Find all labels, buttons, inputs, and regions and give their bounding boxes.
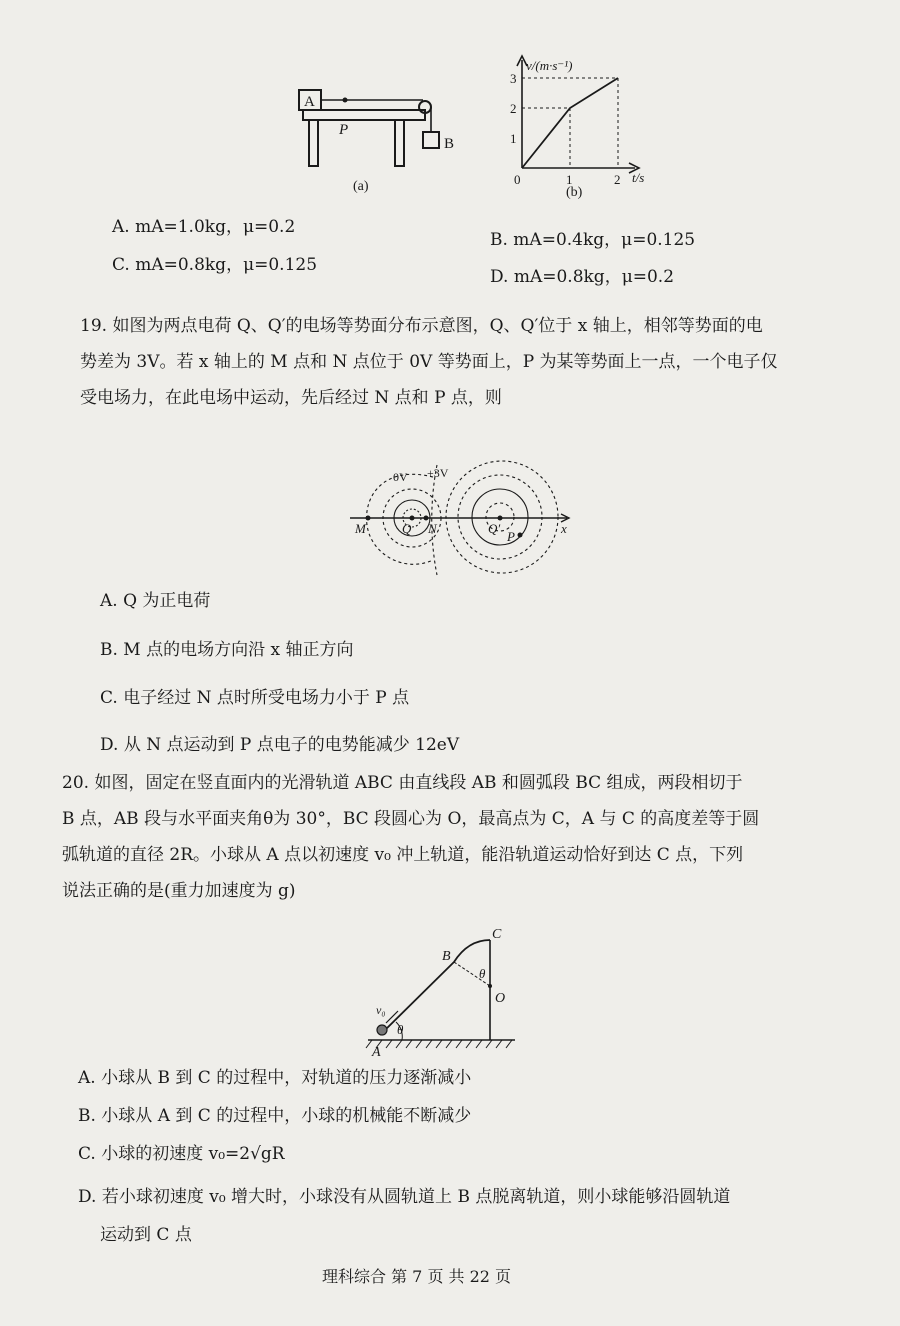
label-o: O [495,991,506,1006]
label-x: x [561,521,567,536]
label-theta-bottom: θ [397,1022,404,1037]
point-p-dot [343,98,348,103]
q20-stem-line-3: 弧轨道的直径 2R。小球从 A 点以初速度 v₀ 冲上轨道，能沿轨道运动恰好到达 C 点，下列 [62,845,744,865]
ground-hatching [366,1040,512,1048]
y-tick-label-3: 3 [510,71,517,86]
q20-stem-line-2: B 点，AB 段与水平面夹角θ为 30°，BC 段圆心为 O，最高点为 C，A 与 C 的高度差等于圆 [62,809,760,829]
q19-option-d[interactable]: D. 从 N 点运动到 P 点电子的电势能减少 12eV [100,735,460,755]
block-b [423,132,439,148]
point-n [424,516,429,521]
center-o [488,984,492,988]
x-axis-label: t/s [632,170,645,185]
q19-equipotential-figure [345,455,585,580]
page-footer: 理科综合 第 7 页 共 22 页 [322,1267,512,1286]
point-p-label: P [339,122,349,138]
q20-option-b[interactable]: B. 小球从 A 到 C 的过程中，小球的机械能不断减少 [78,1106,472,1126]
q20-option-a[interactable]: A. 小球从 B 到 C 的过程中，对轨道的压力逐渐减小 [78,1068,472,1088]
figure-b-caption: (b) [566,185,583,200]
block-a-label: A [304,94,315,110]
q20-option-d-line-1[interactable]: D. 若小球初速度 v₀ 增大时，小球没有从圆轨道上 B 点脱离轨道，则小球能够沿圆轨道 [78,1187,731,1207]
q20-stem-line-1: 20. 如图，固定在竖直面内的光滑轨道 ABC 由直线段 AB 和圆弧段 BC 组成，两段相切于 [62,773,743,793]
y-axis-label: v/(m·s⁻¹) [526,58,573,73]
q20-stem [62,765,882,909]
label-p: P [507,529,515,544]
q18-option-a[interactable]: A. mA=1.0kg，μ=0.2 [112,217,296,237]
charge-qp [498,516,503,521]
q19-option-a[interactable]: A. Q 为正电荷 [100,591,211,611]
point-p [518,533,523,538]
q19-option-b[interactable]: B. M 点的电场方向沿 x 轴正方向 [100,640,354,660]
label-q: Q [402,521,412,536]
label-v0: v₀ [376,1003,386,1017]
block-b-label: B [444,136,455,152]
charge-q [410,516,415,521]
label-m: M [355,521,366,536]
label-theta-top: θ [479,966,486,981]
chart-axes [517,56,639,173]
incline-ab [380,962,454,1035]
y-tick-label-1: 1 [510,131,517,146]
q20-stem-line-4: 说法正确的是(重力加速度为 g) [62,881,296,901]
zero-volt-separatrix [432,465,437,575]
q19-option-c[interactable]: C. 电子经过 N 点时所受电场力小于 P 点 [100,688,410,708]
y-tick-label-2: 2 [510,101,517,116]
label-0v: 0V [393,470,408,484]
label-c: C [492,927,502,942]
q-outer-curve [367,474,433,564]
figure-b-vt-chart [500,50,665,202]
table-top [303,110,425,120]
q19-stem [80,308,880,416]
label-n: N [428,521,437,536]
figure-a-table-pulley [295,82,465,194]
q18-option-c[interactable]: C. mA=0.8kg，μ=0.125 [112,255,318,275]
ball [377,1025,387,1035]
label-qp: Q′ [488,521,501,536]
q20-option-d-line-2: 运动到 C 点 [100,1225,192,1245]
label-3v: +3V [427,466,449,480]
q18-option-b[interactable]: B. mA=0.4kg，μ=0.125 [490,230,696,250]
table-leg-left [309,120,318,166]
label-b: B [442,949,451,964]
arc-bc [454,940,490,962]
x-tick-label-0: 0 [514,172,521,187]
label-a: A [372,1045,381,1060]
figure-a-caption: (a) [353,179,369,194]
x-tick-label-1: 1 [566,172,573,187]
q19-stem-line-3: 受电场力，在此电场中运动，先后经过 N 点和 P 点，则 [80,388,502,408]
point-m [366,516,371,521]
q20-option-c[interactable]: C. 小球的初速度 v₀=2√gR [78,1144,285,1164]
q18-option-d[interactable]: D. mA=0.8kg，μ=0.2 [490,267,675,287]
x-tick-label-2: 2 [614,172,621,187]
q19-stem-line-2: 势差为 3V。若 x 轴上的 M 点和 N 点位于 0V 等势面上，P 为某等势面上一点，一个电子仅 [80,352,778,372]
table-leg-right [395,120,404,166]
q19-stem-line-1: 19. 如图为两点电荷 Q、Q′的电场等势面分布示意图，Q、Q′位于 x 轴上，相邻等势面的电 [80,316,763,336]
q20-track-figure [350,922,530,1060]
